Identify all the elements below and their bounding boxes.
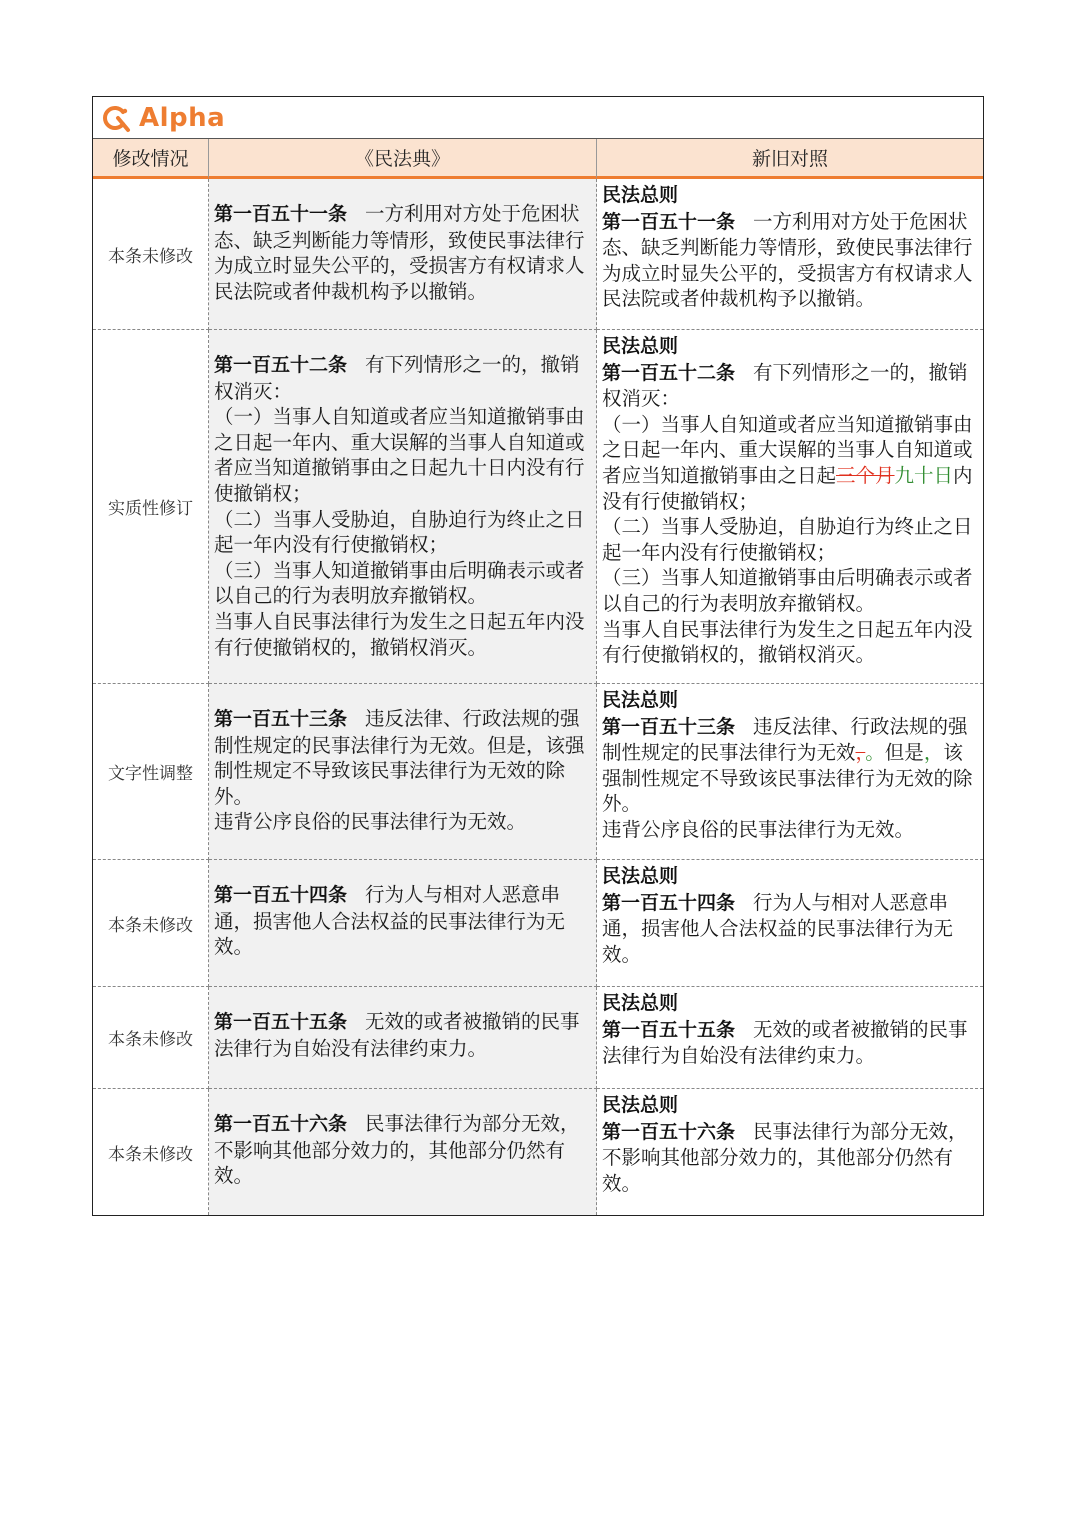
comparison-article (597, 179, 983, 330)
row-status: 本条未修改 (93, 860, 209, 987)
code-article (209, 1089, 597, 1215)
deleted-text: ， (855, 741, 866, 765)
part-label: 民法总则 (602, 184, 679, 206)
alpha-logo-icon (101, 103, 131, 133)
article-number: 第一百五十六条 (214, 1113, 348, 1135)
part-label: 民法总则 (602, 335, 679, 357)
article-text: 违反法律、行政法规的强制性规定的民事法律行为无效 (602, 714, 968, 765)
deleted-text: 三个月 (836, 463, 895, 487)
table-row (93, 860, 983, 987)
article-number: 第一百五十五条 (602, 1018, 736, 1041)
comparison-article (597, 1089, 983, 1215)
code-article (209, 684, 597, 860)
comparison-article (597, 860, 983, 987)
comparison-article (597, 684, 983, 860)
table-row (93, 684, 983, 860)
code-article (209, 179, 597, 330)
row-status: 本条未修改 (93, 1089, 209, 1215)
article-clause: （一）当事人自知道或者应当知道撤销事由之日起一年内、重大误解的当事人自知道或者应当知道撤销事由之日起九十日内没有行使撤销权； (214, 405, 585, 505)
article-number: 第一百五十五条 (214, 1011, 348, 1033)
table-row (93, 179, 983, 330)
article-number: 第一百五十一条 (602, 210, 736, 233)
comparison-article (597, 330, 983, 684)
article-text: 民事法律行为部分无效，不影响其他部分效力的，其他部分仍然有效。 (602, 1119, 968, 1195)
article-number: 第一百五十六条 (602, 1120, 736, 1143)
article-text: 有下列情形之一的，撤销权消灭： (602, 360, 968, 411)
brand-bar (93, 97, 983, 139)
row-status: 文字性调整 (93, 684, 209, 860)
article-text: 一方利用对方处于危困状态、缺乏判断能力等情形，致使民事法律行为成立时显失公平的，受损害方有权请求人民法院或者仲裁机构予以撤销。 (602, 209, 973, 311)
article-number: 第一百五十二条 (602, 361, 736, 384)
inserted-text: ， (923, 741, 944, 765)
table-row (93, 330, 983, 684)
code-article (209, 860, 597, 987)
article-text: 行为人与相对人恶意串通，损害他人合法权益的民事法律行为无效。 (602, 890, 954, 966)
article-text: 该强制性规定不导致该民事法律行为无效的除外。 (602, 741, 973, 816)
article-number: 第一百五十四条 (214, 884, 348, 906)
part-label: 民法总则 (602, 865, 679, 887)
article-clause: 当事人自民事法律行为发生之日起五年内没有行使撤销权的，撤销权消灭。 (602, 617, 973, 667)
article-text: 有下列情形之一的，撤销权消灭： (214, 353, 580, 403)
code-article (209, 330, 597, 684)
part-label: 民法总则 (602, 1094, 679, 1116)
article-text: 一方利用对方处于危困状态、缺乏判断能力等情形，致使民事法律行为成立时显失公平的，受损害方有权请求人民法院或者仲裁机构予以撤销。 (214, 202, 585, 303)
article-clause: 违背公序良俗的民事法律行为无效。 (214, 810, 527, 834)
row-status: 实质性修订 (93, 330, 209, 684)
article-number: 第一百五十四条 (602, 891, 736, 914)
table-row (93, 1089, 983, 1215)
article-clause: 违背公序良俗的民事法律行为无效。 (602, 817, 915, 841)
article-clause: （二）当事人受胁迫，自胁迫行为终止之日起一年内没有行使撤销权； (214, 507, 585, 557)
clause-text: （一）当事人自知道或者应当知道撤销事由之日起一年内、重大误解的当事人自知道或者应当知道撤销事由之日起 (602, 412, 973, 487)
article-number: 第一百五十三条 (602, 715, 736, 738)
brand-name: Alpha (139, 102, 226, 133)
article-number: 第一百五十三条 (214, 708, 348, 730)
part-label: 民法总则 (602, 992, 679, 1014)
article-clause: （三）当事人知道撤销事由后明确表示或者以自己的行为表明放弃撤销权。 (602, 566, 973, 615)
clause-text: 内没有行使撤销权； (602, 463, 973, 513)
article-number: 第一百五十二条 (214, 354, 348, 376)
inserted-text: 。 (865, 741, 885, 765)
code-article (209, 987, 597, 1089)
inserted-text: 九十日 (894, 463, 954, 487)
article-clause: （三）当事人知道撤销事由后明确表示或者以自己的行为表明放弃撤销权。 (214, 558, 585, 608)
article-text: 无效的或者被撤销的民事法律行为自始没有法律约束力。 (602, 1017, 968, 1068)
article-clause (602, 412, 979, 514)
table-row (93, 987, 983, 1089)
article-clause: 当事人自民事法律行为发生之日起五年内没有行使撤销权的，撤销权消灭。 (214, 609, 585, 659)
comparison-article (597, 987, 983, 1089)
header-comparison: 新旧对照 (597, 139, 983, 179)
row-status: 本条未修改 (93, 987, 209, 1089)
part-label: 民法总则 (602, 689, 679, 711)
row-status: 本条未修改 (93, 179, 209, 330)
article-clause: （二）当事人受胁迫，自胁迫行为终止之日起一年内没有行使撤销权； (602, 515, 973, 564)
article-number: 第一百五十一条 (214, 203, 348, 225)
article-text: 行为人与相对人恶意串通，损害他人合法权益的民事法律行为无效。 (214, 883, 566, 959)
header-status: 修改情况 (93, 139, 209, 179)
article-text: 但是 (884, 741, 924, 765)
table-header (93, 139, 983, 179)
article-text: 违反法律、行政法规的强制性规定的民事法律行为无效。但是，该强制性规定不导致该民事法律行为无效的除外。 (214, 707, 585, 808)
article-text: 民事法律行为部分无效，不影响其他部分效力的，其他部分仍然有效。 (214, 1112, 580, 1188)
header-civil-code: 《民法典》 (209, 139, 597, 179)
comparison-table (92, 96, 984, 1216)
article-text: 无效的或者被撤销的民事法律行为自始没有法律约束力。 (214, 1010, 580, 1060)
